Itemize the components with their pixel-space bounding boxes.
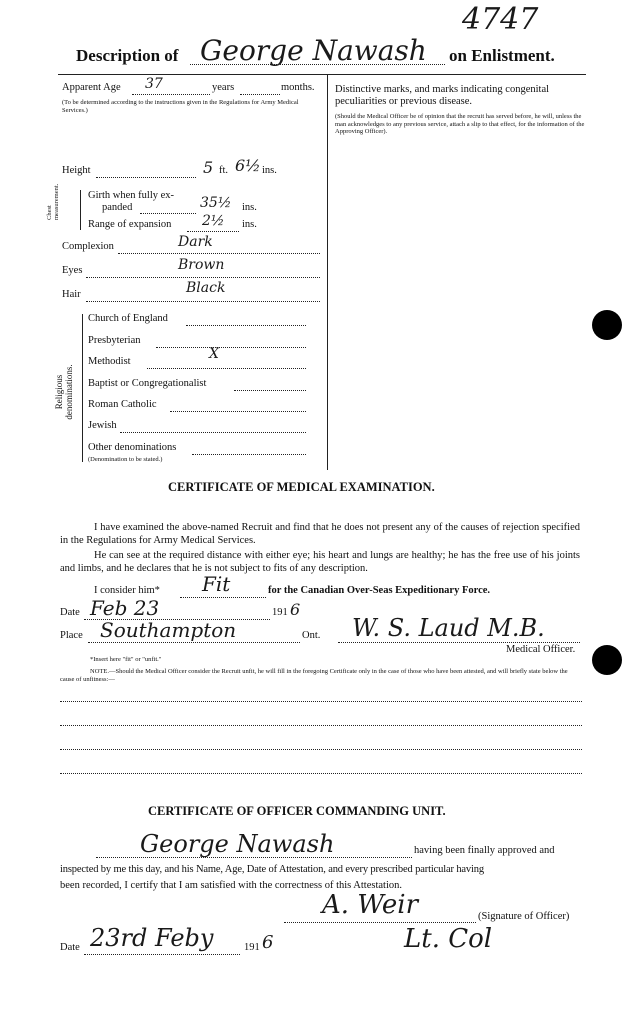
religion-line-6: [192, 454, 306, 455]
unfit-line-1: [60, 701, 582, 702]
months-label: months.: [281, 82, 315, 93]
officer-year-printed: 191: [244, 942, 260, 953]
hair-value: Black: [186, 280, 226, 296]
age-note: (To be determined according to the instructions given in the Regulations for Army Medical Services.): [62, 99, 299, 114]
medical-date-label: Date: [60, 607, 80, 618]
officer-date-line: [84, 954, 240, 955]
range-line: [187, 231, 239, 232]
consider-line: [180, 597, 266, 598]
religion-baptist: Baptist or Congregationalist: [88, 378, 207, 389]
apparent-age-line: [132, 94, 210, 95]
medical-signature-line: [338, 642, 580, 643]
religion-line-5: [120, 432, 306, 433]
officer-heading: CERTIFICATE OF OFFICER COMMANDING UNIT.: [148, 804, 446, 818]
title-name-value: George Nawash: [200, 34, 427, 67]
girth-ins-label: ins.: [242, 202, 257, 213]
religion-line-0: [186, 325, 306, 326]
form-number: 4747: [462, 2, 539, 37]
complexion-line: [118, 253, 320, 254]
chest-bracket: [80, 190, 81, 230]
medical-year-hand: 6: [290, 600, 301, 619]
complexion-value: Dark: [178, 234, 213, 250]
religion-line-2: [147, 368, 306, 369]
officer-rank: Lt. Col: [404, 924, 493, 954]
place-label: Place: [60, 630, 83, 641]
medical-heading: CERTIFICATE OF MEDICAL EXAMINATION.: [168, 480, 435, 494]
years-label: years: [212, 82, 235, 93]
girth-label-2: panded: [102, 202, 133, 213]
height-ft-value: 5: [203, 158, 214, 177]
officer-name-value: George Nawash: [140, 830, 335, 858]
consider-value: Fit: [202, 572, 231, 596]
place-line: [88, 642, 300, 643]
officer-line-3: been recorded, I certify that I am satisfied with the correctness of this Attestation.: [60, 880, 403, 891]
ins-label: ins.: [262, 165, 277, 176]
officer-date-value: 23rd Feby: [90, 924, 214, 952]
other-denomination-note: (Denomination to be stated.): [88, 456, 163, 463]
distinctive-marks-heading: Distinctive marks, and marks indicating congenital peculiarities or previous disease.: [335, 84, 550, 107]
religion-bracket: [82, 314, 83, 462]
medical-para-2: He can see at the required distance with either eye; his heart and lungs are healthy; he has the free use of his joints and limbs, and he declares that he is not subject to fits of any description.: [60, 550, 580, 574]
apparent-age-value: 37: [145, 76, 163, 92]
eyes-line: [86, 277, 320, 278]
force-text: for the Canadian Over-Seas Expeditionary Force.: [268, 585, 491, 596]
girth-value: 35½: [200, 195, 232, 211]
religion-methodist: Methodist: [88, 356, 131, 367]
officer-date-label: Date: [60, 942, 80, 953]
title-prefix: Description of: [76, 46, 179, 65]
range-value: 2½: [202, 213, 225, 229]
months-line: [240, 94, 280, 95]
punch-hole-bottom: [592, 645, 622, 675]
unfit-line-4: [60, 773, 582, 774]
hair-line: [86, 301, 320, 302]
officer-signature-line: [284, 922, 476, 923]
religion-church-of-england: Church of England: [88, 313, 168, 324]
range-ins-label: ins.: [242, 219, 257, 230]
complexion-label: Complexion: [62, 241, 114, 252]
top-rule: [58, 74, 586, 75]
fit-footnote: *Insert here "fit" or "unfit.": [90, 656, 162, 663]
medical-year-printed: 191: [272, 607, 288, 618]
officer-signature-label: (Signature of Officer): [478, 911, 570, 922]
religion-line-1: [156, 347, 306, 348]
height-in-value: 6½: [235, 156, 261, 175]
officer-line-2: inspected by me this day, and his Name, Age, Date of Attestation, and every prescribed particular having: [60, 864, 485, 875]
eyes-label: Eyes: [62, 265, 83, 276]
punch-hole-top: [592, 310, 622, 340]
religion-jewish: Jewish: [88, 420, 117, 431]
unfit-line-2: [60, 725, 582, 726]
ft-label: ft.: [219, 165, 229, 176]
medical-date-value: Feb 23: [90, 596, 160, 620]
officer-line-1-tail: having been finally approved and: [414, 845, 555, 856]
title-suffix: on Enlistment.: [449, 46, 555, 65]
religion-roman-catholic: Roman Catholic: [88, 399, 157, 410]
eyes-value: Brown: [178, 257, 225, 273]
religion-other: Other denominations: [88, 442, 177, 453]
religion-line-3: [234, 390, 306, 391]
officer-signature: A. Weir: [322, 890, 419, 920]
ont-label: Ont.: [302, 630, 321, 641]
consider-label: I consider him*: [94, 585, 160, 596]
center-divider: [327, 74, 328, 470]
place-value: Southampton: [100, 618, 237, 642]
distinctive-marks-note: (Should the Medical Officer be of opinion that the recruit has served before, he will, unless the man acknowledges to any previous service, attach a slip to that effect, for the information of the Approving Officer).: [335, 113, 585, 135]
religion-line-4: [170, 411, 306, 412]
religion-presbyterian: Presbyterian: [88, 335, 141, 346]
unfit-line-3: [60, 749, 582, 750]
girth-label-1: Girth when fully ex-: [88, 190, 175, 201]
girth-line: [140, 213, 196, 214]
religion-side-label: Religious denominations.: [54, 364, 74, 420]
chest-label: Chest measurement.: [46, 183, 60, 220]
hair-label: Hair: [62, 289, 81, 300]
unfit-note: NOTE.—Should the Medical Officer consider the Recruit unfit, he will fill in the foregoing Certificate only in the case of those who have been attested, and will briefly state below the cause of unfitness:—: [60, 668, 568, 683]
officer-year-hand: 6: [262, 932, 274, 953]
height-line: [96, 177, 196, 178]
medical-para-1: I have examined the above-named Recruit and find that he does not present any of the causes of rejection specified in the Regulations for Army Medical Services.: [60, 522, 580, 546]
medical-officer-label: Medical Officer.: [506, 644, 576, 655]
methodist-mark: X: [209, 346, 219, 362]
range-label: Range of expansion: [88, 219, 172, 230]
medical-signature: W. S. Laud M.B.: [352, 614, 545, 642]
height-label: Height: [62, 165, 91, 176]
apparent-age-label: Apparent Age: [62, 82, 121, 93]
